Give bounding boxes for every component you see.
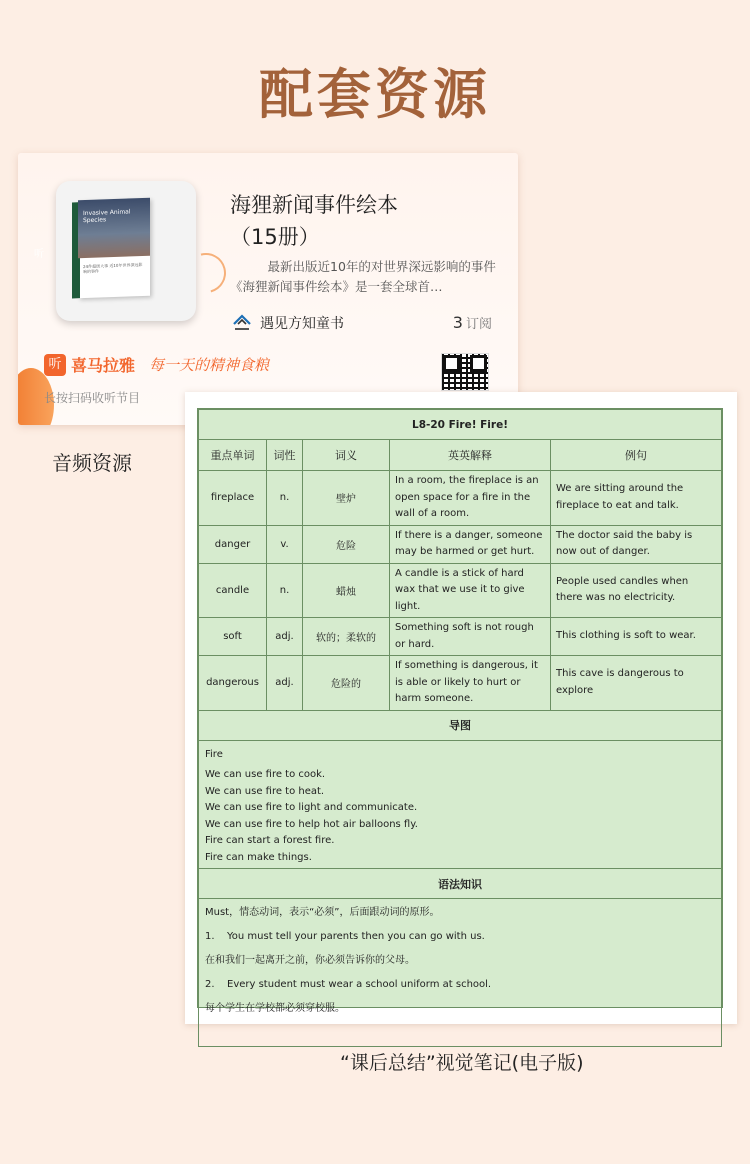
table-header-row xyxy=(199,440,722,471)
platform-slogan: 每一天的精神食粮 xyxy=(149,356,270,374)
grammar-heading: 语法知识 xyxy=(199,869,722,899)
page-title: 配套资源 xyxy=(259,63,491,126)
list-item: We can use fire to light and communicate. xyxy=(205,802,418,813)
book-cover-image xyxy=(78,198,150,299)
album-title: 海狸新闻事件绘本 （15册） xyxy=(230,193,398,249)
list-item: Fire xyxy=(205,748,223,760)
lesson-title: L8-20 Fire! Fire! xyxy=(199,410,722,440)
album-cover[interactable] xyxy=(56,181,196,321)
list-item: Fire can start a forest fire. xyxy=(205,835,335,846)
listen-badge: 听 xyxy=(34,249,44,260)
audio-album-card[interactable] xyxy=(18,153,518,425)
publisher-row[interactable] xyxy=(232,312,492,334)
list-item: We can use fire to heat. xyxy=(205,785,325,797)
ximalaya-logo-icon: 听 xyxy=(44,354,66,376)
visual-notes-sheet xyxy=(185,392,737,1024)
column-header: 词义 xyxy=(303,440,390,471)
grammar-example-en: 2. Every student must wear a school uniform at school. xyxy=(205,979,492,990)
vocabulary-table xyxy=(198,409,722,1047)
table-row: candle n. 蜡烛 A candle is a stick of hard wax that we use it to give light. People used candles when there was no electricity. xyxy=(199,563,722,618)
column-header: 英英解释 xyxy=(390,440,551,471)
qr-code-icon[interactable] xyxy=(441,353,489,391)
column-header: 重点单词 xyxy=(199,440,267,471)
column-header: 词性 xyxy=(267,440,303,471)
mindmap-content xyxy=(199,740,722,869)
ximalaya-brand xyxy=(44,353,269,376)
list-item: We can use fire to help hot air balloons fly. xyxy=(205,818,418,830)
mindmap-heading: 导图 xyxy=(199,710,722,740)
table-row: danger v. 危险 If there is a danger, someone may be harmed or get hurt. The doctor said the baby is now out of danger. xyxy=(199,525,722,563)
publisher-name: 遇见方知童书 xyxy=(260,316,344,332)
grammar-content xyxy=(199,899,722,1047)
audio-caption: 音频资源 xyxy=(52,451,132,475)
column-header: 例句 xyxy=(551,440,722,471)
publisher-logo-icon xyxy=(232,314,252,332)
table-row: fireplace n. 壁炉 In a room, the fireplace is an open space for a fire in the wall of a room. We are sitting around the fireplace to eat and talk. xyxy=(199,471,722,526)
album-description: 最新出版近10年的对世界深远影响的事件《海狸新闻事件绘本》是一套全球首… xyxy=(230,259,496,294)
scan-hint: 长按扫码收听节目 xyxy=(44,391,141,405)
grammar-example-zh: 在和我们一起离开之前，你必须告诉你的父母。 xyxy=(205,955,415,966)
book-cover-title: Invasive Animal Species xyxy=(83,208,131,225)
book-cover-subtitle: 24件超级大事 近10年世界深远影响的事件 xyxy=(83,262,143,275)
grammar-intro: Must，情态动词，表示“必须”，后面跟动词的原形。 xyxy=(205,907,440,918)
list-item: We can use fire to cook. xyxy=(205,769,326,780)
list-item: Fire can make things. xyxy=(205,851,312,863)
platform-name: 喜马拉雅 xyxy=(71,356,136,375)
table-row: dangerous adj. 危险的 If something is dangerous, it is able or likely to hurt or harm someone. This cave is dangerous to explore xyxy=(199,656,722,711)
notes-caption: “课后总结”视觉笔记(电子版) xyxy=(340,1052,584,1074)
table-row: soft adj. 软的；柔软的 Something soft is not rough or hard. This clothing is soft to wear. xyxy=(199,618,722,656)
grammar-example-en: 1. You must tell your parents then you can go with us. xyxy=(205,931,485,942)
subscription-count: 3 订阅 xyxy=(452,313,492,332)
grammar-example-zh: 每个学生在学校都必须穿校服。 xyxy=(205,1003,345,1014)
